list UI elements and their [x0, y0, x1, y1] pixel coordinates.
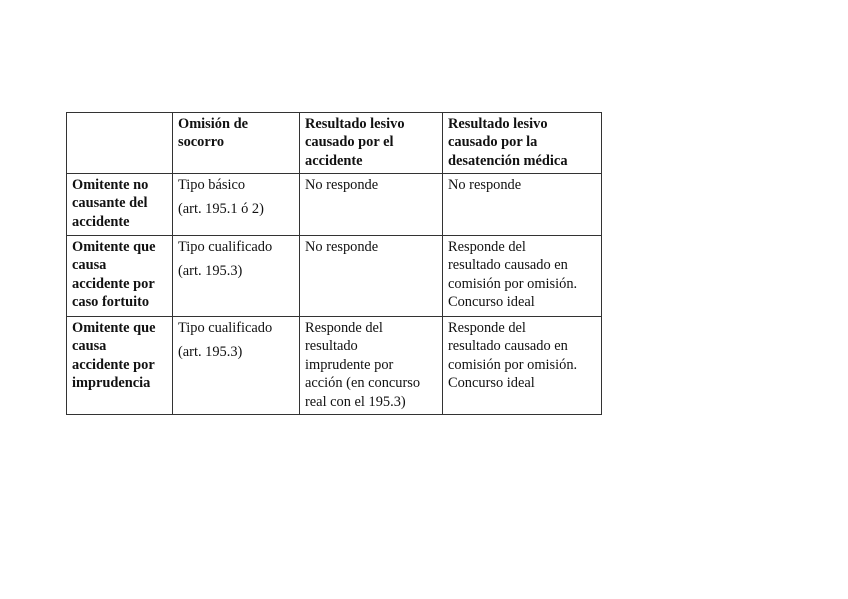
- header-omision-socorro: [173, 113, 300, 174]
- cell-text-line: resultado: [305, 338, 358, 355]
- row-label-line: imprudencia: [72, 375, 151, 392]
- cell-text-line: No responde: [305, 177, 379, 193]
- header-text-line: causado por la: [448, 134, 538, 151]
- tipo-text: Tipo cualificado: [178, 320, 273, 336]
- row-label-cell: [67, 174, 173, 236]
- row-label-line: causante del: [72, 195, 148, 212]
- accidente-cell: [300, 236, 443, 317]
- article-ref-text: (art. 195.3): [178, 263, 243, 280]
- header-text-line: socorro: [178, 134, 225, 151]
- row-label-line: causa: [72, 338, 107, 355]
- cell-text-line: Concurso ideal: [448, 375, 535, 392]
- table-row: [67, 174, 602, 236]
- accidente-cell: [300, 317, 443, 415]
- header-text-line: Resultado lesivo: [448, 116, 548, 132]
- row-label-line: Omitente que: [72, 239, 156, 255]
- accidente-cell: [300, 174, 443, 236]
- desatencion-cell: [443, 174, 602, 236]
- row-label-line: accidente por: [72, 356, 155, 373]
- row-label-line: accidente: [72, 213, 130, 230]
- cell-text-line: No responde: [448, 177, 522, 193]
- cell-text-line: Responde del: [305, 320, 383, 336]
- row-label-line: Omitente no: [72, 177, 149, 193]
- cell-text-line: resultado causado en: [448, 338, 568, 355]
- cell-text-line: acción (en concurso: [305, 375, 421, 392]
- cell-text-line: resultado causado en: [448, 257, 568, 274]
- cell-text-line: Concurso ideal: [448, 294, 535, 311]
- tipo-text: Tipo cualificado: [178, 239, 273, 255]
- header-text-line: Omisión de: [178, 116, 248, 132]
- article-ref-text: (art. 195.1 ó 2): [178, 201, 264, 218]
- omision-cell: [173, 317, 300, 415]
- desatencion-cell: [443, 236, 602, 317]
- row-label-cell: [67, 236, 173, 317]
- header-text-line: causado por el: [305, 134, 394, 151]
- cell-text-line: real con el 195.3): [305, 393, 406, 410]
- cell-text-line: No responde: [305, 239, 379, 255]
- row-label-line: caso fortuito: [72, 294, 150, 311]
- header-text-line: desatención médica: [448, 152, 568, 169]
- desatencion-cell: [443, 317, 602, 415]
- cell-text-line: Responde del: [448, 320, 526, 336]
- omision-cell: [173, 174, 300, 236]
- tipo-text: Tipo básico: [178, 177, 246, 193]
- cell-text-line: comisión por omisión.: [448, 275, 578, 292]
- header-empty-cell: [67, 113, 173, 174]
- row-label-line: causa: [72, 257, 107, 274]
- row-label-line: Omitente que: [72, 320, 156, 336]
- row-label-cell: [67, 317, 173, 415]
- table-header-row: [67, 113, 602, 174]
- omision-cell: [173, 236, 300, 317]
- header-resultado-accidente: [300, 113, 443, 174]
- header-resultado-desatencion: [443, 113, 602, 174]
- row-label-line: accidente por: [72, 275, 155, 292]
- article-ref-text: (art. 195.3): [178, 344, 243, 361]
- header-text-line: accidente: [305, 152, 363, 169]
- omission-liability-table: [66, 112, 602, 415]
- cell-text-line: comisión por omisión.: [448, 356, 578, 373]
- table-row: [67, 236, 602, 317]
- table-row: [67, 317, 602, 415]
- cell-text-line: Responde del: [448, 239, 526, 255]
- cell-text-line: imprudente por: [305, 356, 394, 373]
- header-text-line: Resultado lesivo: [305, 116, 405, 132]
